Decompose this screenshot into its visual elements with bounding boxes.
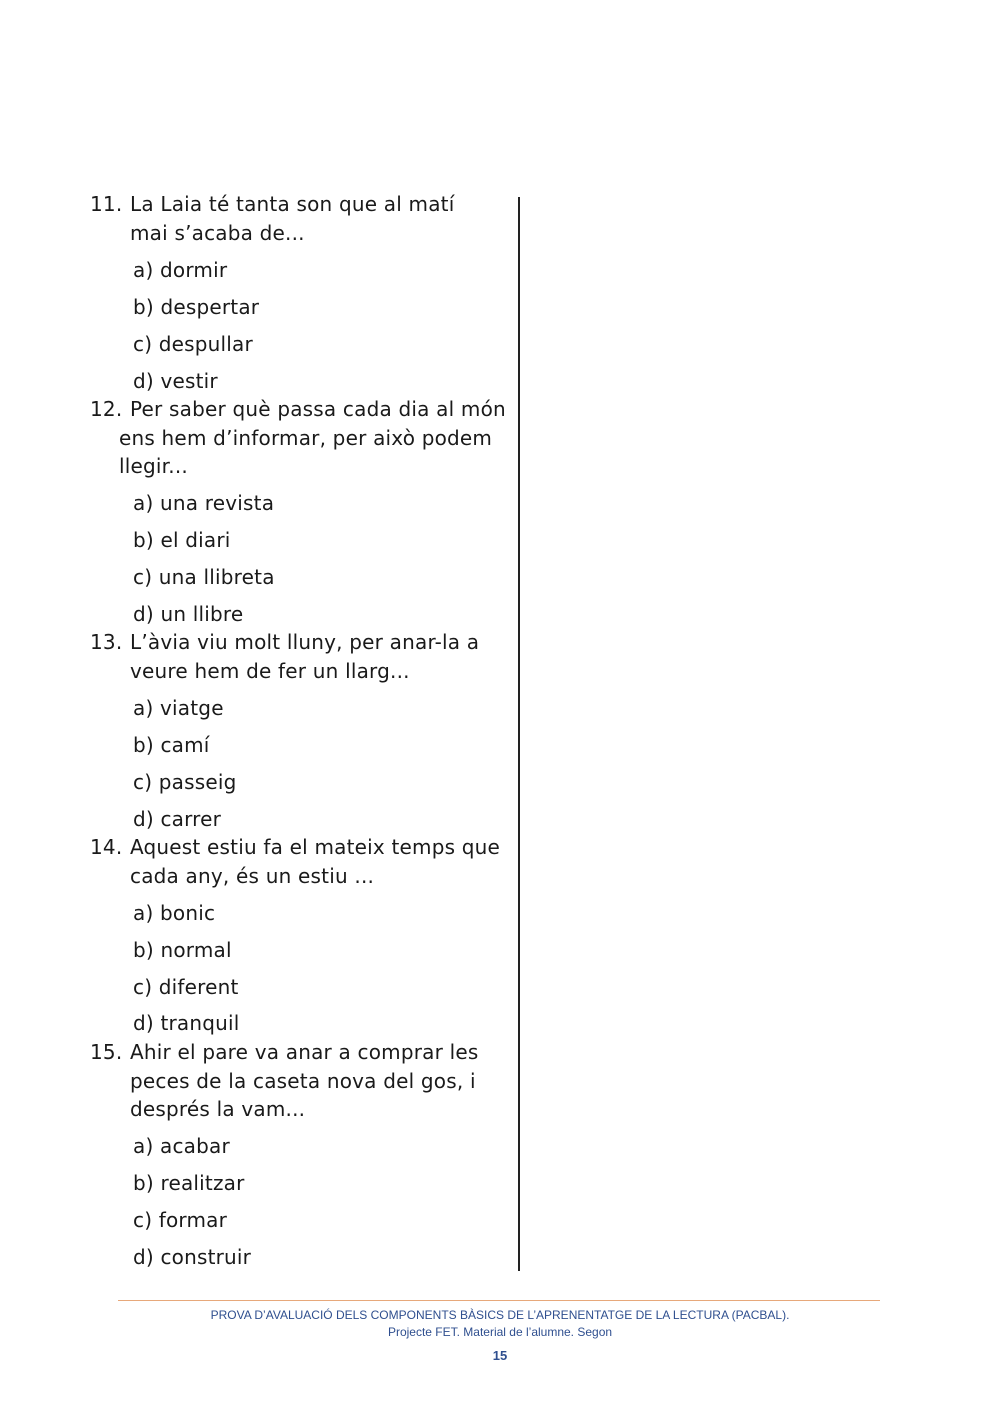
question-line: després la vam... [130,1097,306,1121]
page-number: 15 [492,1348,508,1363]
question-number: 12. [90,397,123,421]
option-15-d[interactable]: d) construir [133,1245,252,1269]
question-line: cada any, és un estiu ... [130,863,375,888]
option-15-a[interactable]: a) acabar [133,1134,230,1158]
footer-subtitle: Projecte FET. Material de l’alumne. Segon [387,1325,613,1339]
question-14 [90,833,510,890]
option-13-b[interactable]: b) camí [133,733,210,757]
question-12 [90,395,510,481]
option-13-d[interactable]: d) carrer [133,807,222,831]
question-number: 13. [90,630,123,654]
option-14-c[interactable]: c) diferent [133,975,239,999]
question-line: mai s’acaba de... [130,220,305,245]
question-number: 11. [90,192,123,216]
footer-rule [118,1300,880,1301]
column-divider [518,197,520,1271]
question-text [90,628,510,685]
footer-title: PROVA D’AVALUACIÓ DELS COMPONENTS BÀSICS DE L’APRENENTATGE DE LA LECTURA (PACBAL). [210,1308,790,1322]
question-line: La Laia té tanta son que al matí [130,192,455,216]
question-line: Per saber què passa cada dia al món [130,397,506,421]
option-11-a[interactable]: a) dormir [133,258,228,282]
option-15-b[interactable]: b) realitzar [133,1171,245,1195]
option-11-d[interactable]: d) vestir [133,369,218,393]
question-text [90,1038,510,1124]
question-line: veure hem de fer un llarg... [130,658,410,683]
question-line: llegir... [119,454,188,478]
question-15 [90,1038,510,1124]
option-13-c[interactable]: c) passeig [133,770,237,794]
option-14-a[interactable]: a) bonic [133,901,216,925]
option-13-a[interactable]: a) viatge [133,696,224,720]
option-11-b[interactable]: b) despertar [133,295,260,319]
option-15-c[interactable]: c) formar [133,1208,228,1232]
question-number: 15. [90,1040,123,1064]
question-text [90,833,510,890]
question-line: peces de la caseta nova del gos, i [130,1068,476,1093]
option-11-c[interactable]: c) despullar [133,332,253,356]
option-12-a[interactable]: a) una revista [133,491,275,515]
question-number: 14. [90,835,123,859]
question-11 [90,190,510,247]
option-12-c[interactable]: c) una llibreta [133,565,275,589]
option-14-d[interactable]: d) tranquil [133,1011,240,1035]
question-text [90,190,510,247]
question-line: Aquest estiu fa el mateix temps que [130,835,501,859]
question-13 [90,628,510,685]
question-text [90,395,510,481]
option-12-d[interactable]: d) un llibre [133,602,244,626]
question-line: L’àvia viu molt lluny, per anar-la a [130,630,480,654]
option-12-b[interactable]: b) el diari [133,528,231,552]
option-14-b[interactable]: b) normal [133,938,232,962]
question-line: Ahir el pare va anar a comprar les [130,1040,479,1064]
question-line: ens hem d’informar, per això podem [119,425,493,450]
